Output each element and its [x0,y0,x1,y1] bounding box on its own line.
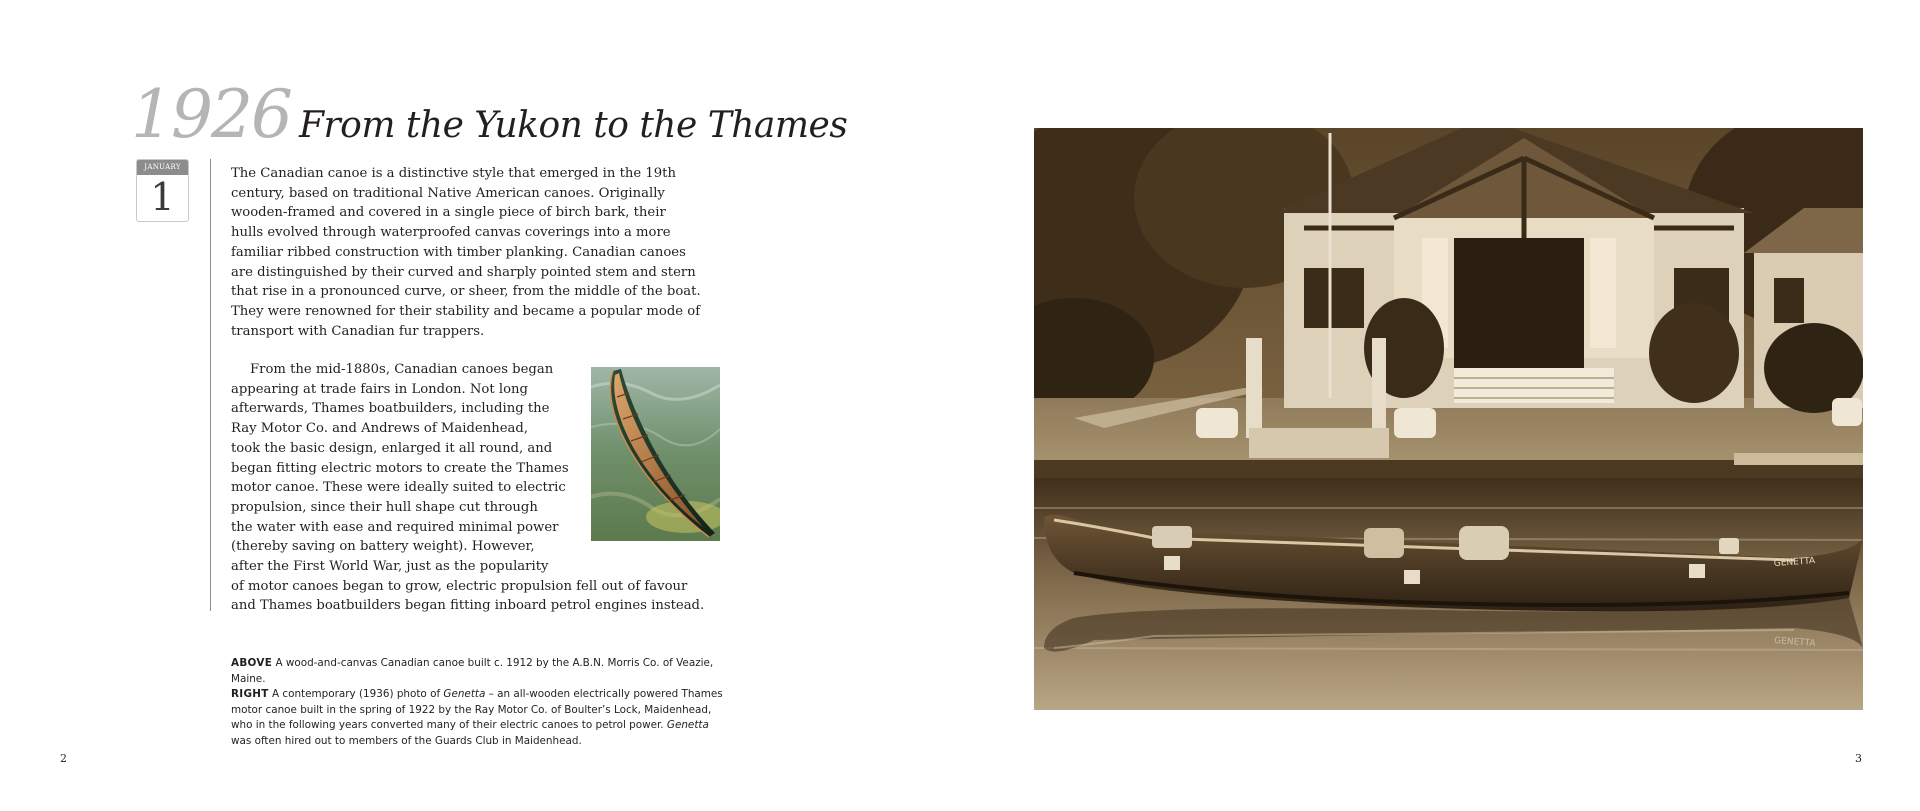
caption-boat-name: Genetta [443,688,486,700]
body-paragraph-2 [231,360,586,557]
text-line: began fitting electric motors to create the Thames [231,460,569,476]
canoe-photo-small [591,367,720,541]
caption-right-text: A contemporary (1936) photo of [268,688,444,700]
text-line: are distinguished by their curved and sharply pointed stem and stern [231,264,696,280]
boat-name-reflection: GENETTA [1773,636,1816,649]
boathouse-canoe-illustration [1034,128,1863,710]
calendar-month: JANUARY [137,160,188,175]
text-line: propulsion, since their hull shape cut through [231,499,538,515]
body-paragraph-1 [231,164,746,341]
text-line: transport with Canadian fur trappers. [231,323,485,339]
page-number-right: 3 [1855,752,1862,765]
vertical-rule [210,159,211,611]
page-number-left: 2 [60,752,67,765]
text-line: of motor canoes began to grow, electric propulsion fell out of favour [231,578,688,594]
text-line: took the basic design, enlarged it all round, and [231,440,553,456]
text-line: (thereby saving on battery weight). However, [231,539,535,555]
text-line: motor canoe. These were ideally suited to electric [231,480,566,496]
text-line: hulls evolved through waterproofed canvas coverings into a more [231,225,671,241]
year-label: 1926 [131,76,291,153]
caption-above-text: A wood-and-canvas Canadian canoe built c. 1912 by the A.B.N. Morris Co. of Veazie, Maine. [231,657,714,685]
caption-right-text: – an all-wooden electrically powered Thames motor canoe built in the spring of 1922 by the Ray Motor Co. of Boulter’s Lock, Maidenhead, who in the following years converted many of their electric canoes to petrol power. [231,688,723,731]
text-line: century, based on traditional Native American canoes. Originally [231,185,665,201]
text-line: The Canadian canoe is a distinctive style that emerged in the 19th [231,166,676,181]
text-line: Ray Motor Co. and Andrews of Maidenhead, [231,421,529,437]
caption-boat-name: Genetta [666,719,709,731]
text-line: the water with ease and required minimal power [231,519,559,535]
text-line: and Thames boatbuilders began fitting inboard petrol engines instead. [231,598,705,614]
text-line: They were renowned for their stability and became a popular mode of [231,303,701,319]
caption-label-right: RIGHT [231,688,269,700]
page-title: From the Yukon to the Thames [298,105,848,146]
chapter-heading [131,76,848,153]
caption-label-above: ABOVE [231,657,273,669]
text-line: wooden-framed and covered in a single piece of birch bark, their [231,205,666,221]
text-line: after the First World War, just as the popularity [231,559,549,574]
text-line: afterwards, Thames boatbuilders, including the [231,401,550,417]
photo-captions [231,656,731,749]
calendar-day: 1 [150,175,175,219]
calendar-date-tab [136,159,189,222]
body-paragraph-2-continued [231,557,751,616]
text-line: that rise in a pronounced curve, or sheer, from the middle of the boat. [231,284,701,300]
text-line: familiar ribbed construction with timber planking. Canadian canoes [231,244,686,260]
canoe-illustration [591,367,720,541]
genetta-photo-large [1034,128,1863,710]
text-line: appearing at trade fairs in London. Not long [231,381,528,397]
text-line: From the mid-1880s, Canadian canoes began [250,362,554,377]
boat-name-text: GENETTA [1773,556,1816,569]
caption-right-text: was often hired out to members of the Guards Club in Maidenhead. [231,734,582,747]
